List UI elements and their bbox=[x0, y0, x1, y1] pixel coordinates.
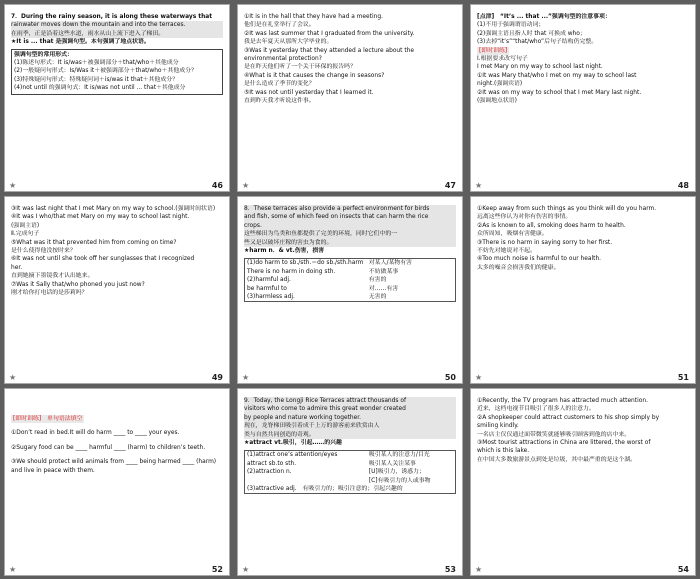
star-icon[interactable]: ★ bbox=[9, 565, 17, 574]
answer-line: ①It was Mary that/who I met on my way to school last bbox=[477, 72, 637, 79]
slide-50-content bbox=[244, 205, 456, 365]
translation-line: 直到她摘下墨镜我才认出她来。 bbox=[11, 273, 94, 280]
meaning-cell: 有害的 bbox=[368, 277, 387, 284]
phrase-table bbox=[244, 450, 456, 494]
translation-line: 在中国大多数旅游景点到处是垃圾，其中最严重的是这个湖。 bbox=[477, 456, 637, 463]
sentence-line: 7．During the rainy season, it is along these waterways that bbox=[11, 14, 213, 20]
note-line: (1)不用于强调谓语动词； bbox=[477, 22, 545, 29]
example-line: ④What is it that causes the change in seasons? bbox=[244, 72, 385, 79]
rule-line: (2)一般疑问句形式：Is/Was it＋被强调部分＋that/who＋其他成分？ bbox=[14, 68, 197, 75]
phrase-cell: (1)do harm to sb./sth.＝do sb./sth.harm bbox=[247, 260, 364, 267]
rule-line: (3)特殊疑问句形式：特殊疑问词＋is/was it that＋其他成分？ bbox=[14, 76, 178, 83]
phrase-cell: be harmful to bbox=[247, 285, 287, 292]
slide-48-thumbnail[interactable] bbox=[470, 4, 696, 192]
example-line: which is this lake. bbox=[477, 448, 530, 455]
vocab-heading: ★harm n．& vt.伤害，损害 bbox=[244, 248, 325, 255]
slide-53-content bbox=[244, 397, 456, 557]
section-heading: Ⅰ.根据要求改写句子 bbox=[477, 56, 528, 63]
phrase-table bbox=[244, 258, 456, 302]
phrase-cell: (3)harmless adj. bbox=[247, 294, 295, 301]
answer-line: (强调地点状语) bbox=[477, 98, 517, 105]
meaning-cell: 对……有害 bbox=[368, 285, 399, 292]
rule-line: (4)not until 的强调句式：It is/was not until ... that＋其他成分 bbox=[14, 85, 186, 92]
star-icon[interactable]: ★ bbox=[475, 181, 483, 190]
star-icon[interactable]: ★ bbox=[475, 373, 483, 382]
slide-number: 47 bbox=[444, 181, 456, 190]
slide-47-content bbox=[244, 13, 456, 173]
star-icon[interactable]: ★ bbox=[242, 181, 250, 190]
phrase-cell: (1)attract one’s attention/eyes bbox=[247, 452, 338, 459]
sentence-line: and fish, some of which feed on insects that can harm the rice bbox=[244, 213, 456, 221]
sentence-line: visitors who come to admire this great wonder created bbox=[244, 405, 456, 413]
answer-line: ③It was last night that I met Mary on my way to school.(强调时间状语) bbox=[11, 206, 216, 212]
answer-line: ④It was I who/that met Mary on my way to school last night. bbox=[11, 214, 190, 221]
meaning-cell: 不妨做某事 bbox=[368, 268, 399, 275]
meaning-cell: 吸引某人的注意力/目光 bbox=[368, 452, 430, 459]
note-line: (3)去掉“it’s”“that/who”后句子结构仍完整。 bbox=[477, 39, 598, 46]
practice-tag: [即时训练] bbox=[479, 47, 508, 54]
translation-line: 太多的噪音会损害我们的健康。 bbox=[477, 264, 560, 271]
slide-47-thumbnail[interactable] bbox=[237, 4, 463, 192]
answer-line: ②It was on my way to school that I met Mary last night. bbox=[477, 89, 642, 96]
example-line: ⑤It was not until yesterday that I learned it. bbox=[244, 89, 374, 96]
answer-line: night.(强调宾语) bbox=[477, 81, 523, 88]
slide-52-thumbnail[interactable] bbox=[4, 388, 230, 576]
slide-54-thumbnail[interactable] bbox=[470, 388, 696, 576]
example-line: ①It is in the hall that they have had a meeting. bbox=[244, 14, 383, 20]
translation-line: 是什么造成了季节的变化？ bbox=[244, 81, 315, 88]
slide-51-content bbox=[477, 205, 689, 365]
example-line: ③Was it yesterday that they attended a lecture about the bbox=[244, 47, 415, 54]
meaning-cell: 吸引某人关注某事 bbox=[368, 460, 416, 467]
translation-line: 是什么使得他没按时来？ bbox=[11, 248, 76, 255]
example-line: ①Recently, the TV program has attracted much attention. bbox=[477, 398, 648, 404]
sentence-line: crops. bbox=[244, 222, 456, 230]
answer-line: ⑦Was it Sally that/who phoned you just now? bbox=[11, 281, 145, 288]
answer-line: ⑤What was it that prevented him from coming on time? bbox=[11, 239, 177, 246]
translation-line: 不妨先对她说对不起。 bbox=[477, 248, 536, 255]
translation-line: 在雨季，正是沿着这些水道，雨水从山上流下进入了梯田。 bbox=[11, 30, 223, 38]
slide-number: 50 bbox=[444, 373, 456, 382]
star-icon[interactable]: ★ bbox=[9, 373, 17, 382]
slide-number: 53 bbox=[444, 565, 456, 574]
slide-number: 46 bbox=[211, 181, 223, 190]
exercise-line: and live in peace with them. bbox=[11, 467, 95, 474]
meaning-cell: [U]吸引力，诱惑力； bbox=[368, 469, 425, 476]
sentence-line: rainwater moves down the mountain and into the terraces. bbox=[11, 21, 223, 29]
slide-49-thumbnail[interactable] bbox=[4, 196, 230, 384]
example-line: ④Too much noise is harmful to our health. bbox=[477, 256, 602, 263]
translation-line: 我是去年夏天从那所大学毕业的。 bbox=[244, 39, 333, 46]
slide-number: 49 bbox=[211, 373, 223, 382]
slide-46-thumbnail[interactable] bbox=[4, 4, 230, 192]
translation-line: 直到昨天我才听说这件事。 bbox=[244, 98, 315, 105]
rule-heading: 强调句型的常用形式： bbox=[14, 51, 73, 58]
vocab-heading: ★attract vt.吸引，引起……的兴趣 bbox=[244, 440, 342, 447]
sentence-line: 8．These terraces also provide a perfect environment for birds bbox=[244, 205, 456, 213]
translation-line: 这些梯田为鸟类和鱼都提供了完美的环境，同时它们中的一 bbox=[244, 230, 456, 238]
practice-tag: [即时训练] 单句语法填空 bbox=[13, 416, 83, 422]
translation-line: 些又是以破坏庄稼的害虫为食的。 bbox=[244, 239, 456, 247]
example-line: ②A shopkeeper could attract customers to his shop simply by bbox=[477, 414, 660, 421]
slide-number: 54 bbox=[677, 565, 689, 574]
source-sentence: I met Mary on my way to school last night. bbox=[477, 64, 603, 71]
translation-line: 他们是在礼堂举行了会议。 bbox=[244, 22, 315, 29]
answer-line: ⑥It was not until she took off her sunglasses that I recognized bbox=[11, 256, 195, 263]
slide-48-content bbox=[477, 13, 689, 173]
sentence-line: 9．Today, the Longji Rice Terraces attract thousands of bbox=[244, 397, 456, 405]
phrase-cell: attract sb.to sth. bbox=[247, 460, 297, 467]
star-icon[interactable]: ★ bbox=[242, 373, 250, 382]
exercise-line: ②Sugary food can be ____ harmful ____ (harm) to children’s teeth. bbox=[11, 444, 206, 451]
translation-line: 近来，这档电视节目吸引了很多人的注意力。 bbox=[477, 406, 595, 413]
meaning-cell: 无害的 bbox=[368, 294, 387, 301]
translation-line: 现在，龙脊梯田吸引着成千上万的游客前来欣赏由人 bbox=[244, 422, 456, 430]
note-line: [点津] “It’s ... that ...”强调句型的注意事项： bbox=[477, 14, 611, 20]
answer-line: her. bbox=[11, 264, 23, 271]
example-line: ②As is known to all, smoking does harm to health. bbox=[477, 222, 626, 229]
note-line: (2)强调主语且指人时 that 可换成 who； bbox=[477, 30, 586, 37]
phrase-cell: (3)attractive adj. 有吸引力的；吸引注意的；引起兴趣的 bbox=[247, 486, 403, 493]
meaning-cell: [C]有吸引力的人或事物 bbox=[368, 477, 431, 484]
slide-number: 51 bbox=[677, 373, 689, 382]
exercise-line: ①Don’t read in bed.It will do harm ____ to ____ your eyes. bbox=[11, 430, 180, 437]
slide-number: 48 bbox=[677, 181, 689, 190]
slide-52-content bbox=[11, 415, 223, 557]
sentence-line: by people and nature working together. bbox=[244, 414, 456, 422]
example-line: ②It was last summer that I graduated from the university. bbox=[244, 30, 415, 37]
phrase-cell: (2)harmful adj. bbox=[247, 277, 291, 284]
rule-line: (1)陈述句形式：It is/was＋被强调部分＋that/who＋其他成分 bbox=[14, 60, 179, 67]
translation-line: 是在昨天他们听了一个关于环保的报告吗？ bbox=[244, 64, 356, 71]
slide-53-thumbnail[interactable] bbox=[237, 388, 463, 576]
phrase-cell: (2)attraction n. bbox=[247, 469, 292, 476]
slide-46-content bbox=[11, 13, 223, 173]
slide-49-content bbox=[11, 205, 223, 365]
slide-50-thumbnail[interactable] bbox=[237, 196, 463, 384]
meaning-cell: 对某人/某物有害 bbox=[368, 260, 413, 267]
slide-number: 52 bbox=[211, 565, 223, 574]
example-line: ③Most tourist attractions in China are littered, the worst of bbox=[477, 440, 651, 447]
example-line: environmental protection? bbox=[244, 56, 322, 63]
translation-line: 类与自然共同创造的奇观。 bbox=[244, 431, 456, 439]
translation-line: 远离这些你认为对你有伤害的事情。 bbox=[477, 214, 572, 221]
star-icon[interactable]: ★ bbox=[475, 565, 483, 574]
star-icon[interactable]: ★ bbox=[9, 181, 17, 190]
example-line: ①Keep away from such things as you think will do you harm. bbox=[477, 206, 657, 212]
section-heading: Ⅱ.完成句子 bbox=[11, 231, 40, 238]
phrase-cell: There is no harm in doing sth. bbox=[247, 268, 336, 275]
answer-line: (强调主语) bbox=[11, 222, 40, 229]
example-line: smiling kindly. bbox=[477, 423, 519, 430]
note-line: ★It is ... that 是强调句型。本句强调了地点状语。 bbox=[11, 39, 150, 46]
exercise-line: ③We should protect wild animals from ____ being harmed ____ (harm) bbox=[11, 459, 217, 466]
example-line: ③There is no harm in saying sorry to her first. bbox=[477, 239, 613, 246]
slide-54-content bbox=[477, 397, 689, 557]
translation-line: 众所周知，吸烟有害健康。 bbox=[477, 231, 548, 238]
slide-51-thumbnail[interactable] bbox=[470, 196, 696, 384]
phrase-cell bbox=[245, 477, 369, 485]
star-icon[interactable]: ★ bbox=[242, 565, 250, 574]
translation-line: 刚才给你打电话的是莎莉吗？ bbox=[11, 290, 88, 297]
translation-line: 一名店主仅仅通过面带微笑就能够吸引顾客到他的店中来。 bbox=[477, 431, 631, 438]
